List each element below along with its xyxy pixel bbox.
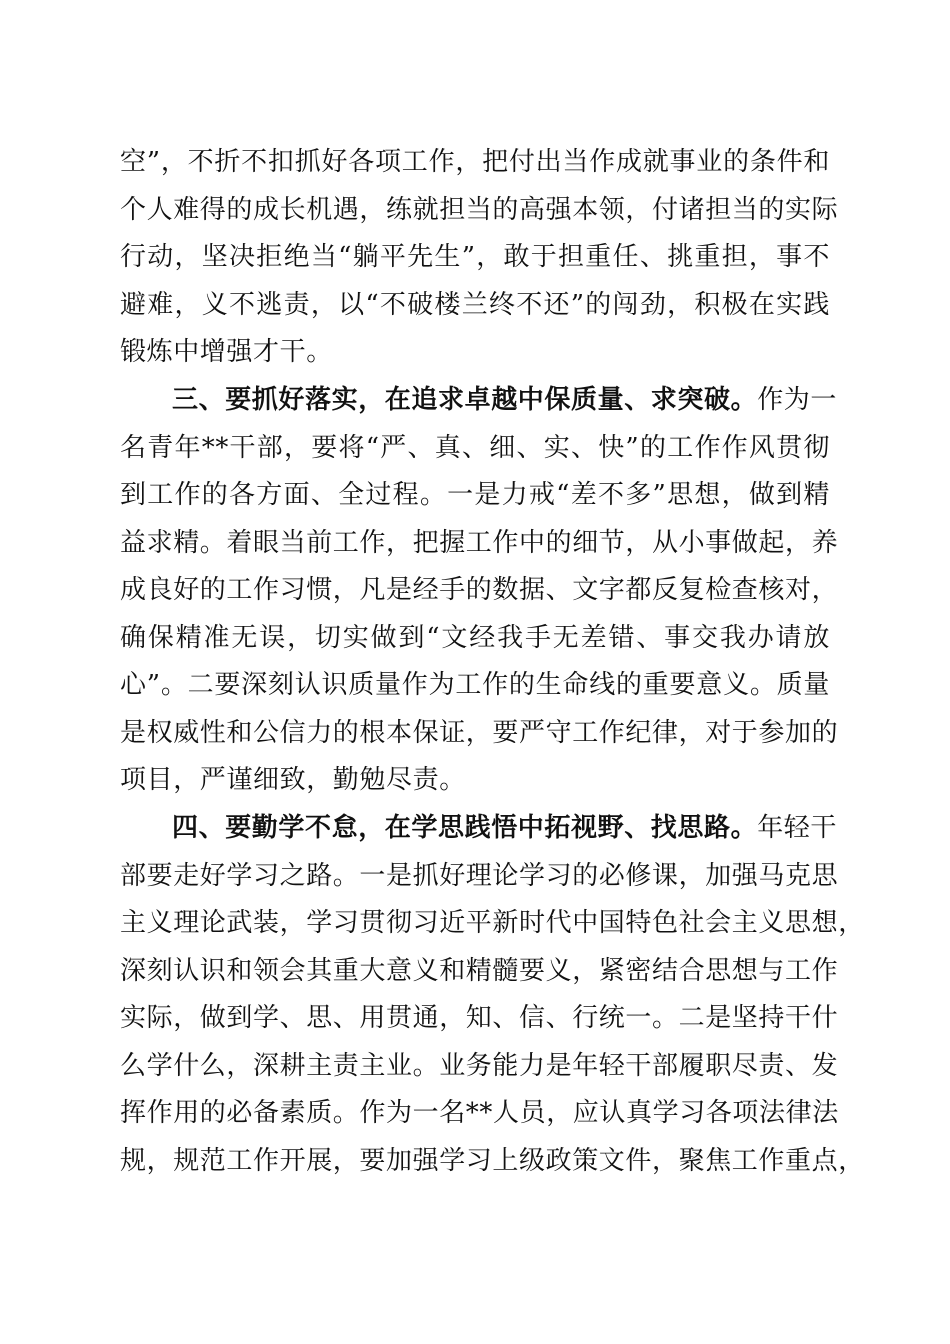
paragraph-2-line-9: 项目，严谨细致，勤勉尽责。 [120,765,466,795]
paragraph-1-line-1: 空”，不折不扣抓好各项工作，把付出当作成就事业的条件和 [120,147,830,177]
paragraph-3-line-4: 深刻认识和领会其重大意义和精髓要义，紧密结合思想与工作 [120,956,839,986]
paragraph-2-first-line-rest: 作为一 [757,385,838,415]
paragraph-2-line-4: 益求精。着眼当前工作，把握工作中的细节，从小事做起，养 [120,528,839,558]
paragraph-2-line-3: 到工作的各方面、全过程。一是力戒“差不多”思想，做到精 [120,480,830,510]
paragraph-3-line-3: 主义理论武装，学习贯彻习近平新时代中国特色社会主义思想， [120,908,865,938]
paragraph-1-line-2: 个人难得的成长机遇，练就担当的高强本领，付诸担当的实际 [120,195,839,225]
paragraph-3-line-1 [172,811,838,845]
paragraph-2-line-5: 成良好的工作习惯，凡是经手的数据、文字都反复检查核对， [120,575,839,605]
paragraph-3-line-7: 挥作用的必备素质。作为一名**人员，应认真学习各项法律法 [120,1098,839,1128]
paragraph-3-line-5: 实际，做到学、思、用贯通，知、信、行统一。二是坚持干什 [120,1003,839,1033]
paragraph-2-line-1 [172,383,838,417]
paragraph-3-line-2: 部要走好学习之路。一是抓好理论学习的必修课，加强马克思 [120,861,839,891]
section-3-heading: 三、要抓好落实，在追求卓越中保质量、求突破。 [172,385,758,415]
paragraph-3-line-8: 规，规范工作开展，要加强学习上级政策文件，聚焦工作重点， [120,1146,865,1176]
paragraph-1-line-5: 锻炼中增强才干。 [120,337,333,367]
paragraph-3-line-6: 么学什么，深耕主责主业。业务能力是年轻干部履职尽责、发 [120,1051,839,1081]
paragraph-1-line-4: 避难，义不逃责，以“不破楼兰终不还”的闯劲，积极在实践 [120,290,830,320]
paragraph-2-line-7: 心”。二要深刻认识质量作为工作的生命线的重要意义。质量 [120,670,830,700]
paragraph-2-line-6: 确保精准无误，切实做到“文经我手无差错、事交我办请放 [120,623,830,653]
paragraph-1-line-3: 行动，坚决拒绝当“躺平先生”，敢于担重任、挑重担，事不 [120,242,830,272]
paragraph-2-line-8: 是权威性和公信力的根本保证，要严守工作纪律，对于参加的 [120,718,839,748]
section-4-heading: 四、要勤学不怠，在学思践悟中拓视野、找思路。 [172,813,758,843]
paragraph-2-line-2: 名青年**干部，要将“严、真、细、实、快”的工作作风贯彻 [120,433,830,463]
paragraph-3-first-line-rest: 年轻干 [757,813,838,843]
